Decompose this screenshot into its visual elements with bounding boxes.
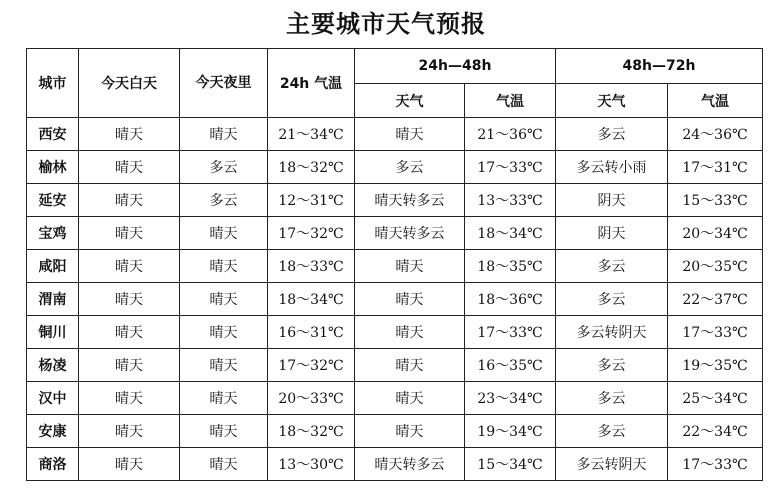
temp-24h-cell: 13～30℃ bbox=[268, 448, 355, 481]
weather-72h-cell: 多云转小雨 bbox=[556, 151, 668, 184]
today-day-cell: 晴天 bbox=[79, 448, 180, 481]
weather-72h-cell: 多云 bbox=[556, 349, 668, 382]
today-day-cell: 晴天 bbox=[79, 217, 180, 250]
header-weather-72: 天气 bbox=[556, 84, 668, 118]
city-cell: 宝鸡 bbox=[27, 217, 79, 250]
table-row bbox=[27, 415, 763, 448]
temp-72h-cell: 20～35℃ bbox=[668, 250, 763, 283]
today-night-cell: 晴天 bbox=[180, 316, 268, 349]
weather-48h-cell: 晴天 bbox=[355, 118, 465, 151]
weather-48h-cell: 晴天 bbox=[355, 250, 465, 283]
header-temp-48: 气温 bbox=[465, 84, 556, 118]
temp-48h-cell: 23～34℃ bbox=[465, 382, 556, 415]
header-city: 城市 bbox=[27, 49, 79, 118]
temp-72h-cell: 25～34℃ bbox=[668, 382, 763, 415]
city-cell: 咸阳 bbox=[27, 250, 79, 283]
city-cell: 榆林 bbox=[27, 151, 79, 184]
temp-72h-cell: 22～37℃ bbox=[668, 283, 763, 316]
weather-48h-cell: 晴天 bbox=[355, 382, 465, 415]
temp-48h-cell: 17～33℃ bbox=[465, 151, 556, 184]
today-night-cell: 多云 bbox=[180, 184, 268, 217]
weather-72h-cell: 阴天 bbox=[556, 217, 668, 250]
temp-48h-cell: 15～34℃ bbox=[465, 448, 556, 481]
today-day-cell: 晴天 bbox=[79, 316, 180, 349]
weather-48h-cell: 晴天 bbox=[355, 349, 465, 382]
header-period-24-48: 24h—48h bbox=[355, 49, 556, 84]
table-row bbox=[27, 448, 763, 481]
temp-24h-cell: 21～34℃ bbox=[268, 118, 355, 151]
temp-24h-cell: 18～32℃ bbox=[268, 415, 355, 448]
temp-24h-cell: 17～32℃ bbox=[268, 349, 355, 382]
weather-48h-cell: 晴天转多云 bbox=[355, 217, 465, 250]
temp-24h-cell: 18～33℃ bbox=[268, 250, 355, 283]
header-period-48-72: 48h—72h bbox=[556, 49, 763, 84]
today-night-cell: 晴天 bbox=[180, 118, 268, 151]
weather-72h-cell: 多云 bbox=[556, 415, 668, 448]
city-cell: 商洛 bbox=[27, 448, 79, 481]
table-row bbox=[27, 151, 763, 184]
table-row bbox=[27, 118, 763, 151]
today-day-cell: 晴天 bbox=[79, 118, 180, 151]
temp-48h-cell: 16～35℃ bbox=[465, 349, 556, 382]
temp-72h-cell: 17～31℃ bbox=[668, 151, 763, 184]
weather-48h-cell: 晴天 bbox=[355, 415, 465, 448]
temp-48h-cell: 18～36℃ bbox=[465, 283, 556, 316]
city-cell: 杨凌 bbox=[27, 349, 79, 382]
table-row bbox=[27, 184, 763, 217]
header-temp-72: 气温 bbox=[668, 84, 763, 118]
header-today-day: 今天白天 bbox=[79, 49, 180, 118]
today-night-cell: 多云 bbox=[180, 151, 268, 184]
header-weather-48: 天气 bbox=[355, 84, 465, 118]
today-day-cell: 晴天 bbox=[79, 250, 180, 283]
table-row bbox=[27, 283, 763, 316]
city-cell: 铜川 bbox=[27, 316, 79, 349]
temp-24h-cell: 18～34℃ bbox=[268, 283, 355, 316]
weather-72h-cell: 多云 bbox=[556, 250, 668, 283]
table-row bbox=[27, 217, 763, 250]
weather-72h-cell: 多云 bbox=[556, 118, 668, 151]
weather-48h-cell: 晴天转多云 bbox=[355, 184, 465, 217]
temp-72h-cell: 24～36℃ bbox=[668, 118, 763, 151]
temp-24h-cell: 18～32℃ bbox=[268, 151, 355, 184]
city-cell: 安康 bbox=[27, 415, 79, 448]
weather-72h-cell: 阴天 bbox=[556, 184, 668, 217]
temp-24h-cell: 20～33℃ bbox=[268, 382, 355, 415]
temp-48h-cell: 13～33℃ bbox=[465, 184, 556, 217]
temp-48h-cell: 19～34℃ bbox=[465, 415, 556, 448]
weather-72h-cell: 多云转阴天 bbox=[556, 316, 668, 349]
weather-72h-cell: 多云 bbox=[556, 283, 668, 316]
today-day-cell: 晴天 bbox=[79, 283, 180, 316]
city-cell: 渭南 bbox=[27, 283, 79, 316]
temp-48h-cell: 21～36℃ bbox=[465, 118, 556, 151]
today-night-cell: 晴天 bbox=[180, 283, 268, 316]
today-night-cell: 晴天 bbox=[180, 349, 268, 382]
header-today-night: 今天夜里 bbox=[180, 49, 268, 118]
today-night-cell: 晴天 bbox=[180, 217, 268, 250]
header-row-1 bbox=[27, 49, 763, 84]
city-cell: 西安 bbox=[27, 118, 79, 151]
city-cell: 汉中 bbox=[27, 382, 79, 415]
weather-48h-cell: 晴天 bbox=[355, 283, 465, 316]
today-day-cell: 晴天 bbox=[79, 349, 180, 382]
forecast-table bbox=[26, 48, 763, 481]
table-row bbox=[27, 250, 763, 283]
page-title: 主要城市天气预报 bbox=[286, 10, 486, 38]
temp-72h-cell: 17～33℃ bbox=[668, 316, 763, 349]
table-row bbox=[27, 349, 763, 382]
today-night-cell: 晴天 bbox=[180, 382, 268, 415]
today-night-cell: 晴天 bbox=[180, 415, 268, 448]
temp-24h-cell: 16～31℃ bbox=[268, 316, 355, 349]
weather-48h-cell: 晴天转多云 bbox=[355, 448, 465, 481]
temp-48h-cell: 17～33℃ bbox=[465, 316, 556, 349]
temp-72h-cell: 17～33℃ bbox=[668, 448, 763, 481]
header-temp-24h: 24h 气温 bbox=[268, 49, 355, 118]
table-row bbox=[27, 382, 763, 415]
temp-48h-cell: 18～34℃ bbox=[465, 217, 556, 250]
temp-72h-cell: 19～35℃ bbox=[668, 349, 763, 382]
today-day-cell: 晴天 bbox=[79, 382, 180, 415]
temp-24h-cell: 17～32℃ bbox=[268, 217, 355, 250]
temp-72h-cell: 15～33℃ bbox=[668, 184, 763, 217]
temp-72h-cell: 22～34℃ bbox=[668, 415, 763, 448]
today-day-cell: 晴天 bbox=[79, 184, 180, 217]
today-day-cell: 晴天 bbox=[79, 151, 180, 184]
city-cell: 延安 bbox=[27, 184, 79, 217]
weather-72h-cell: 多云转阴天 bbox=[556, 448, 668, 481]
forecast-body bbox=[27, 118, 763, 481]
today-day-cell: 晴天 bbox=[79, 415, 180, 448]
weather-72h-cell: 多云 bbox=[556, 382, 668, 415]
weather-48h-cell: 晴天 bbox=[355, 316, 465, 349]
temp-24h-cell: 12～31℃ bbox=[268, 184, 355, 217]
today-night-cell: 晴天 bbox=[180, 448, 268, 481]
weather-48h-cell: 多云 bbox=[355, 151, 465, 184]
temp-72h-cell: 20～34℃ bbox=[668, 217, 763, 250]
table-row bbox=[27, 316, 763, 349]
today-night-cell: 晴天 bbox=[180, 250, 268, 283]
temp-48h-cell: 18～35℃ bbox=[465, 250, 556, 283]
